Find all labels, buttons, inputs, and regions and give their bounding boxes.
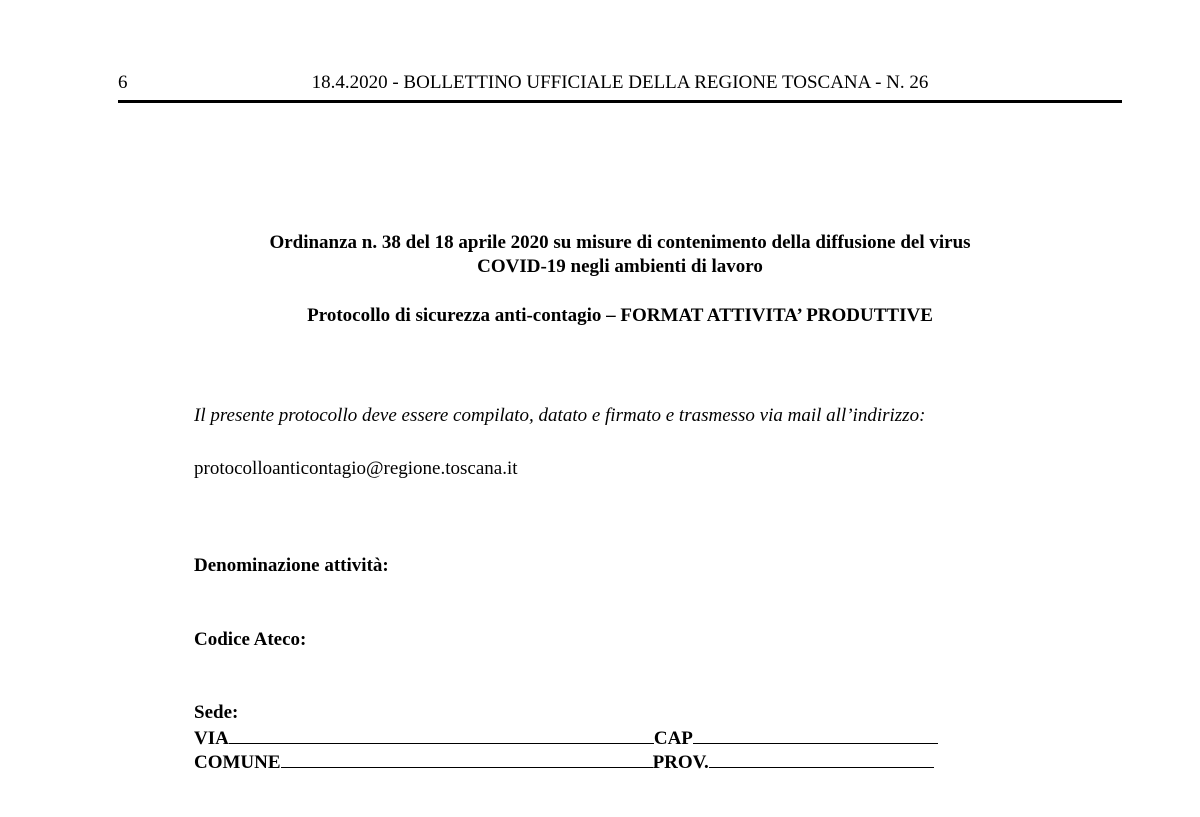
comune-fill-line	[281, 750, 653, 768]
cap-label: CAP	[653, 728, 693, 749]
page-header	[118, 71, 1122, 95]
instruction-text: Il presente protocollo deve essere compilato, datato e firmato e trasmesso via mail all’indirizzo:	[194, 405, 926, 426]
prov-fill-line	[709, 750, 934, 768]
prov-label: PROV.	[652, 752, 709, 773]
ordinance-title	[170, 231, 1070, 279]
email-address: protocolloanticontagio@regione.toscana.it	[194, 458, 518, 479]
via-label: VIA	[194, 728, 229, 749]
ordinance-title-line-1: Ordinanza n. 38 del 18 aprile 2020 su misure di contenimento della diffusione del virus	[269, 232, 971, 253]
ordinance-title-line-2: COVID-19 negli ambienti di lavoro	[477, 256, 763, 277]
bulletin-title: 18.4.2020 - BOLLETTINO UFFICIALE DELLA REGIONE TOSCANA - N. 26	[311, 72, 929, 93]
ateco-label: Codice Ateco:	[194, 629, 307, 650]
protocol-subtitle: Protocollo di sicurezza anti-contagio – FORMAT ATTIVITA’ PRODUTTIVE	[307, 305, 933, 326]
sede-label: Sede:	[194, 702, 239, 723]
denominazione-label: Denominazione attività:	[194, 555, 389, 576]
comune-prov-row	[194, 750, 934, 774]
comune-label: COMUNE	[194, 752, 281, 773]
page-number: 6	[118, 72, 128, 93]
header-rule	[118, 100, 1122, 103]
via-fill-line	[229, 726, 654, 744]
cap-fill-line	[693, 726, 938, 744]
via-cap-row	[194, 726, 938, 750]
